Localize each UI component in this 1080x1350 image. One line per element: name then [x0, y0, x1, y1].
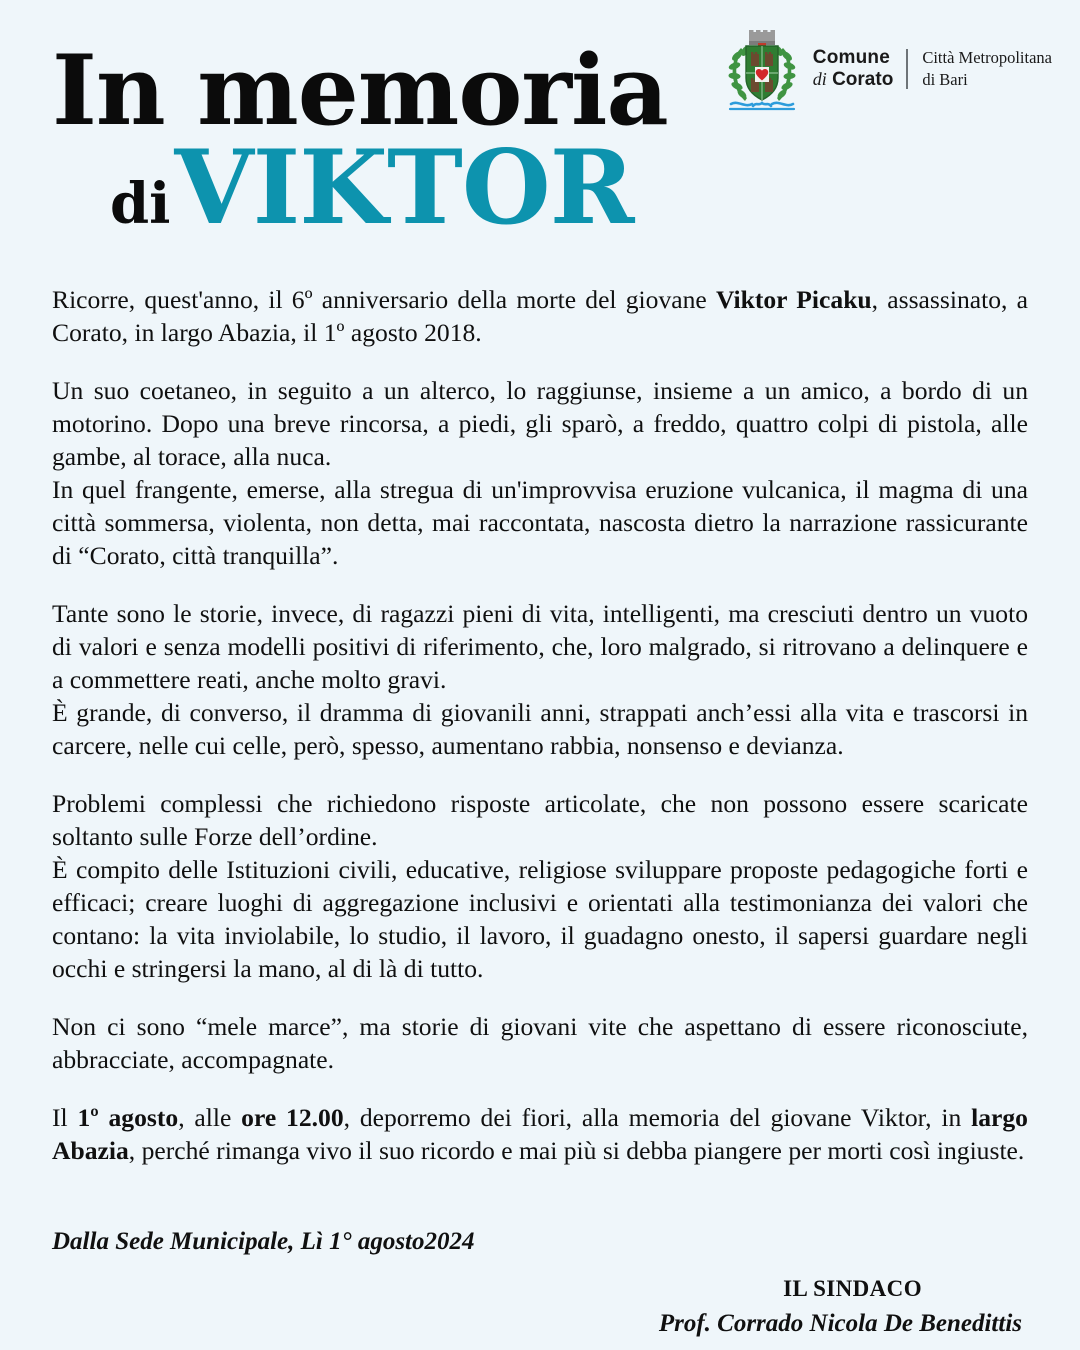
signature-name: Prof. Corrado Nicola De Benedittis: [658, 1310, 1022, 1337]
citta-metropolitana-line2: di Bari: [922, 70, 968, 89]
paragraph-no-bad-apples: Non ci sono “mele marce”, ma storie di giovani vite che aspettano di essere riconosciute, abbracciate, accompagnate.: [52, 1012, 1028, 1075]
title-line-in-memoria: In memoria: [52, 34, 668, 147]
signature-place-date: Dalla Sede Municipale, Lì 1° agosto2024: [52, 1228, 475, 1255]
comune-di-word: di: [812, 69, 827, 89]
comune-city-line: [813, 69, 894, 91]
paragraph-complex-problems: Problemi complessi che richiedono risposte articolate, che non possono essere scaricate soltanto sulle Forze dell’ordine.: [52, 789, 1028, 852]
signature-block: [52, 1228, 1028, 1338]
signature-role: IL SINDACO: [783, 1276, 922, 1301]
paragraph-magma: In quel frangente, emerse, alla stregua di un'improvvisa eruzione vulcanica, il magma di una città sommersa, violenta, non detta, mai raccontata, nascosta dietro la narrazione rassicurante di “Corato, città tranquilla”.: [52, 475, 1028, 571]
citta-metropolitana-line1: Città Metropolitana: [922, 48, 1052, 68]
p9-text-a: Il: [52, 1103, 78, 1133]
p9-text-c: , deporremo dei fiori, alla memoria del giovane Viktor, in: [343, 1103, 972, 1133]
p1-text-a: Ricorre, quest'anno, il 6º anniversario della morte del giovane: [52, 285, 716, 314]
paragraph-anniversary: [52, 283, 1028, 349]
body-text-container: [52, 283, 1028, 1167]
p9-text-d: , perché rimanga vivo il suo ricordo e mai più si debba piangere per morti così ingiuste.: [128, 1136, 1025, 1166]
title-victim-name: VIKTOR: [174, 128, 634, 249]
p1-text-b: , assassinato, a Corato, in largo Abazia, il 1º agosto 2018.: [52, 285, 1028, 348]
paragraph-events: Un suo coetaneo, in seguito a un alterco, lo raggiunse, insieme a un amico, a bordo di un motorino. Dopo una breve rincorsa, a piedi, gli sparò, a freddo, quattro colpi di pistola, alle gambe, al torace, alla nuca.: [52, 376, 1028, 472]
comune-label: Comune: [812, 46, 890, 68]
p9-time-bold: ore 12.00: [241, 1103, 344, 1133]
p9-place-bold: largo Abazia: [52, 1103, 1028, 1166]
citta-metropolitana-wordmark: [908, 47, 1052, 91]
comune-city-name: Corato: [832, 69, 894, 90]
paragraph-ceremony-announcement: [52, 1101, 1028, 1167]
paragraph-institutions-duty: È compito delle Istituzioni civili, educative, religiose sviluppare proposte pedagogiche forti e efficaci; creare luoghi di aggregazione inclusivi e orientati alla testimonianza dei valori che contano: la vita inviolabile, lo studio, il lavoro, il guadagno onesto, il sapersi guardare negli occhi e stringersi la mano, al di là di tutto.: [52, 855, 1028, 984]
p1-victim-name-bold: Viktor Picaku: [715, 285, 872, 314]
title-line-di-viktor: [52, 128, 752, 249]
paragraph-prison-drama: È grande, di converso, il dramma di giovanili anni, strappati anch’essi alla vita e trascorsi in carcere, nelle cui celle, però, spesso, aumentano rabbia, nonsenso e devianza.: [52, 698, 1028, 761]
logo-wordmark: [813, 47, 1052, 92]
p9-date-bold: 1º agosto: [77, 1103, 179, 1133]
comune-wordmark: [813, 47, 907, 92]
paragraph-youth-stories: Tante sono le storie, invece, di ragazzi pieni di vita, intelligenti, ma cresciuti dentro un vuoto di valori e senza modelli positivi di riferimento, che, loro malgrado, si ritrovano a delinquere e a commettere reati, anche molto gravi.: [52, 599, 1028, 695]
title-di-word: di: [110, 171, 171, 238]
p9-text-b: , alle: [178, 1103, 242, 1133]
institutional-logo-block: [725, 26, 1052, 112]
signature-mayor-block: [52, 1276, 1028, 1338]
page-title: [52, 34, 752, 249]
